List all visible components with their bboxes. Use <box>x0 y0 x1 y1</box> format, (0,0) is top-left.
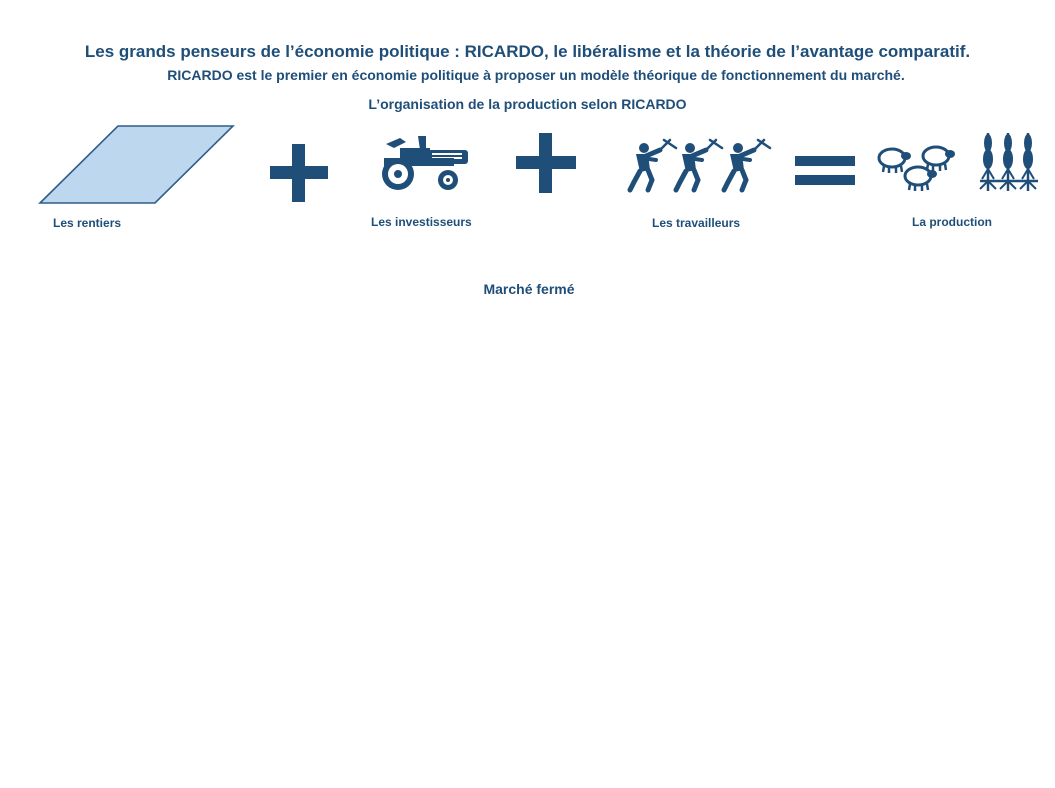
page-subtitle: RICARDO est le premier en économie politique à proposer un modèle théorique de fonctionnement du marché. <box>167 67 905 83</box>
tractor-icon <box>376 132 472 196</box>
wheat-icon <box>978 127 1040 195</box>
sheep-icon <box>874 140 960 192</box>
equals-icon <box>793 153 857 189</box>
rentiers-label: Les rentiers <box>53 216 122 230</box>
parallelogram-icon <box>36 123 238 207</box>
production-label: La production <box>912 215 992 229</box>
worker-pickaxe-icon <box>626 134 780 194</box>
plus-icon <box>268 142 330 204</box>
page-title: Les grands penseurs de l’économie politique : RICARDO, le libéralisme et la théorie de l’avantage comparatif. <box>84 42 971 61</box>
investisseurs-label: Les investisseurs <box>371 215 472 229</box>
marche-ferme-label: Marché fermé <box>483 281 575 297</box>
travailleurs-label: Les travailleurs <box>652 216 741 230</box>
plus-icon <box>514 131 578 195</box>
section-title: L’organisation de la production selon RICARDO <box>368 96 687 112</box>
